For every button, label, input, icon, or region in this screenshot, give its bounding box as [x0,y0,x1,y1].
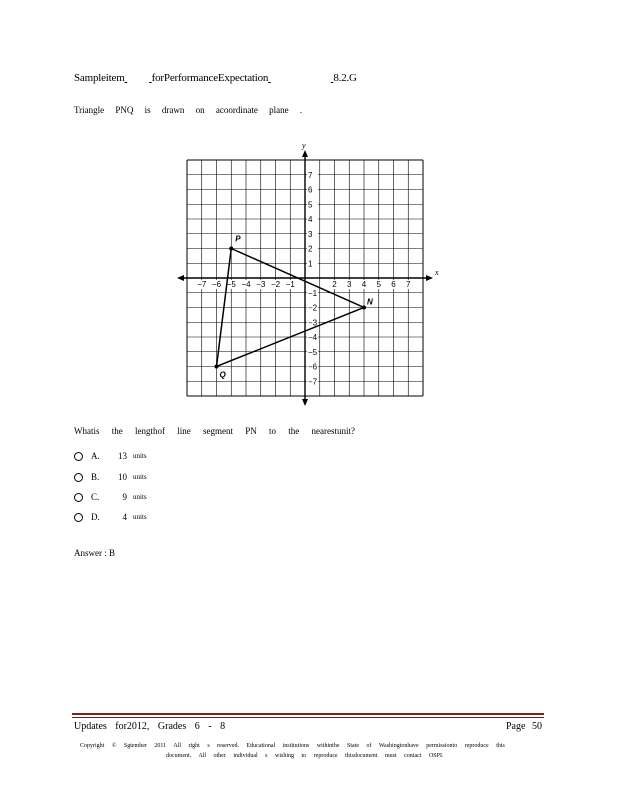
y-tick-label: −3 [308,318,318,328]
y-tick-label: 3 [308,229,313,239]
radio-circle-icon[interactable] [74,493,83,502]
radio-circle-icon[interactable] [74,452,83,461]
header-performance-expectation: forPerformanceExpectation [151,72,269,84]
option-letter: D. [91,512,100,522]
option-b[interactable] [74,472,147,482]
y-axis-arrow-down [302,399,308,406]
x-tick-label: −4 [241,280,251,289]
x-tick-label: 4 [361,280,367,289]
x-tick-label: 5 [376,280,381,289]
option-c[interactable] [74,492,147,502]
y-tick-label: −2 [308,303,318,313]
footer-divider-thin [72,717,544,718]
radio-circle-icon[interactable] [74,513,83,522]
copyright-line-2: document. All other individual s wishing to reproduce thisdocument must contact OSPI. [166,753,444,759]
x-tick-label: −5 [226,280,236,289]
point-label-q: Q [219,370,226,380]
x-tick-label: 3 [347,280,352,289]
option-d[interactable] [74,512,147,522]
y-tick-label: 4 [308,215,313,224]
x-tick-label: −6 [211,280,222,289]
x-tick-label: 7 [406,280,411,289]
question-intro: Triangle PNQ is drawn on acoordinate plane . [74,105,303,115]
footer-page-number: Page 50 [506,721,542,732]
y-tick-label: −6 [308,362,318,372]
option-unit: units [133,452,147,460]
question-text: Whatis the lengthof line segment PN to the nearestunit? [74,426,355,436]
y-tick-label: 7 [308,170,313,180]
option-value: 10 [118,472,127,482]
coordinate-plane [172,128,442,430]
footer-updates: Updates for2012, Grades 6 - 8 [74,721,226,732]
point-n [362,306,366,310]
option-value: 4 [122,512,127,522]
y-tick-label: 1 [308,259,313,269]
option-letter: B. [91,472,100,482]
x-tick-label: −2 [270,280,281,289]
point-label-p: P [235,234,241,244]
option-letter: A. [91,451,100,461]
y-tick-label: 6 [308,185,313,195]
y-tick-label: 5 [308,200,313,210]
x-tick-label: 2 [332,280,337,289]
point-q [215,365,219,369]
page-header [74,72,357,84]
option-value: 13 [118,451,127,461]
y-tick-label: −5 [308,347,318,357]
y-axis-label: y [302,141,306,150]
x-tick-label: −7 [197,280,207,289]
x-axis-arrow-right [426,275,433,281]
option-letter: C. [91,492,100,502]
y-tick-label: −7 [308,377,318,387]
x-axis-arrow-left [177,275,184,281]
point-label-n: N [367,297,373,307]
y-axis-arrow-up [302,150,308,157]
option-unit: units [133,473,147,481]
option-a[interactable] [74,451,147,461]
copyright-line-1: Copyright © Sgtember 2011 All right s reserved. Educational institutions withinthe State of Washingtonhave permissionto reproduce this [80,743,505,749]
radio-circle-icon[interactable] [74,473,83,482]
option-value: 9 [122,492,127,502]
option-unit: units [133,513,147,521]
header-code: 8.2.G [333,72,357,84]
y-tick-label: 2 [308,244,313,254]
x-axis-label: x [435,268,439,277]
header-sample-item: Sampleitem [74,72,125,84]
option-unit: units [133,493,147,501]
y-tick-label: −4 [308,333,318,342]
footer-divider [72,713,544,715]
x-tick-label: 6 [391,280,396,289]
point-p [229,247,233,251]
x-tick-label: −1 [285,280,295,289]
answer-text: Answer : B [74,548,115,558]
x-tick-label: −3 [256,280,266,289]
y-tick-label: −1 [308,288,318,298]
